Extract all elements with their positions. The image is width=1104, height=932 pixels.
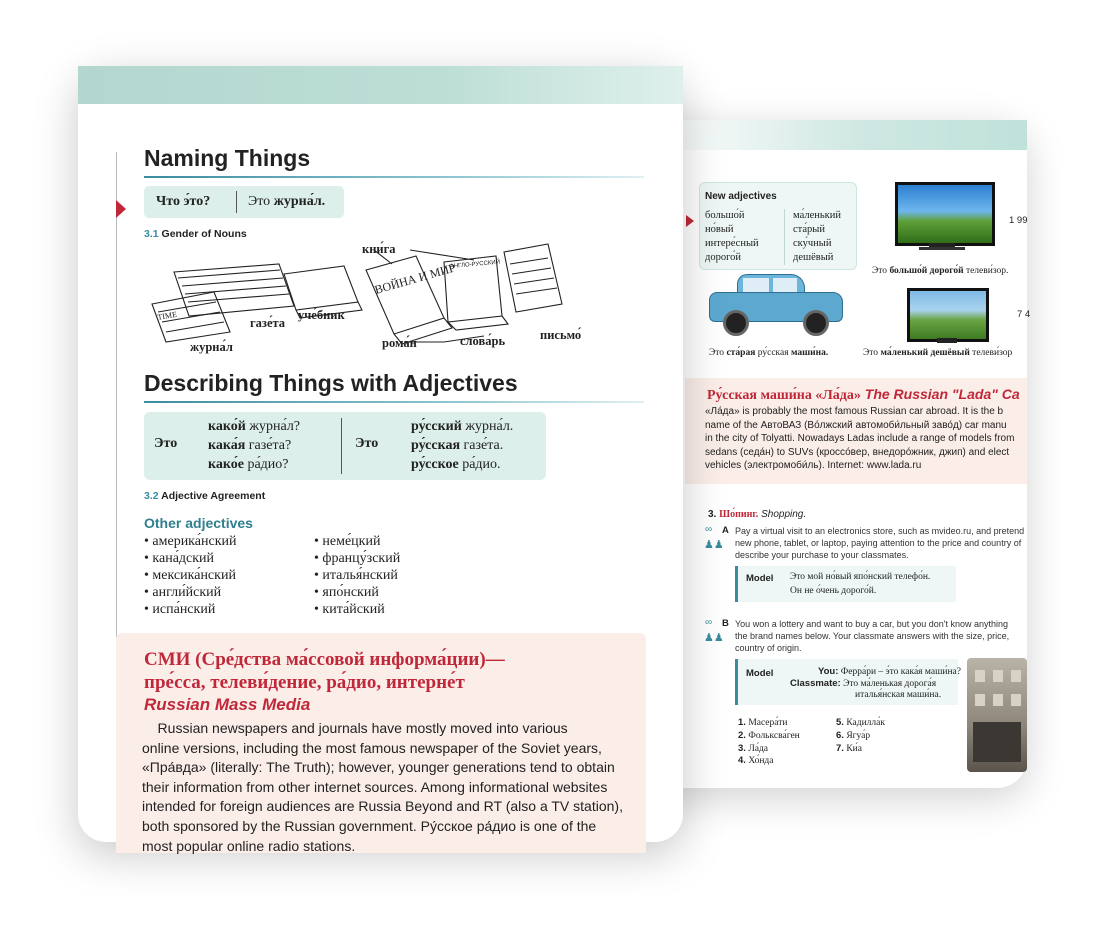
adjective: дешёвый <box>793 252 834 263</box>
answer-forms: ру́сский журна́л. ру́сская газе́та. ру́сское ра́дио. <box>411 419 514 472</box>
adjective: ску́чный <box>793 238 832 249</box>
model-box-a: Model Это мой но́вый япо́нский телефо́н. Он не о́чень дорого́й. <box>735 566 956 602</box>
question-text: Что э́то? <box>156 194 211 209</box>
caption-car: Это ста́рая ру́сская маши́на. <box>709 348 829 358</box>
new-adjectives-col2 <box>784 209 841 265</box>
label-roman: рома́н <box>382 336 417 350</box>
svg-text:TIME: TIME <box>156 309 178 322</box>
lada-car-image <box>707 270 843 340</box>
price-label: 7 4 <box>1017 309 1031 320</box>
list-item: • кита́йский <box>314 602 385 617</box>
brand-list-col2: 5. Кадилла́к 6. Ягуа́р 7. Ки́а <box>836 717 885 754</box>
section-title-describing: Describing Things with Adjectives <box>144 370 518 396</box>
caption-large-tv: Это большо́й дорого́й телеви́зор. <box>872 266 1009 276</box>
section-label-gender: 3.1 Gender of Nouns <box>144 228 247 240</box>
title-underline <box>144 176 644 178</box>
brand-list-col1: 1. Масера́ти 2. Фольксва́ген 3. Ла́да 4. Хо́нда <box>738 717 800 767</box>
other-adjectives-title: Other adjectives <box>144 515 253 531</box>
list-item: • мексика́нский <box>144 568 236 583</box>
exercise-letter-a: A <box>722 525 729 536</box>
list-item: • италья́нский <box>314 568 398 583</box>
label-pismo: письмо́ <box>540 328 582 342</box>
list-item: • испа́нский <box>144 602 216 617</box>
pair-work-icon: ∞ <box>705 617 713 628</box>
mass-media-text: Russian newspapers and journals have mostly moved into various online versions, including the most famous newspaper of the Soviet years, «Пра́вда» (literally: The Truth); however, younger generations tend to obtain their information from other internet sources. Among informational websites intended for foreign audiences are Russia Beyond and RT (also a TV station), both sponsored by the Russian government. Ру́сское ра́дио is one of the most popular online radio stations. <box>142 720 623 854</box>
lada-text: «Ла́да» is probably the most famous Russian car abroad. It is the b name of the АвтоВАЗ (Во́лжский автомоби́льный заво́д) car manu in the city of Tolyatti. Nowadays Ladas include a range of models from sedans (седа́н) to SUVs (кроссо́вер, внедоро́жник, джип) and elect vehicles (электромоби́ль). Internet: www.lada.ru <box>705 406 1015 472</box>
list-item: • кана́дский <box>144 551 215 566</box>
exercise-a-text: Pay a virtual visit to an electronics store, such as mvideo.ru, and pretend new phone, tablet, or laptop, paying attention to the price and country of describe your purchase to your classmates. <box>735 526 1025 560</box>
new-adjectives-title: New adjectives <box>705 191 777 202</box>
large-tv-image <box>891 182 993 254</box>
dealership-building-image <box>967 658 1027 772</box>
section-label-agreement: 3.2 Adjective Agreement <box>144 490 266 502</box>
small-tv-image <box>907 288 987 346</box>
people-icon: ♟♟ <box>704 539 724 551</box>
lada-title: Ру́сская маши́на «Ла́да» The Russian "Lada" Ca <box>707 386 1020 403</box>
section-title-naming: Naming Things <box>144 145 311 171</box>
adjective: интере́сный <box>705 238 759 249</box>
people-icon: ♟♟ <box>704 632 724 644</box>
mass-media-title-line2: пре́сса, телеви́дение, ра́дио, интерне́т <box>144 672 465 693</box>
back-page <box>655 120 1031 788</box>
question-forms: како́й журна́л? кака́я газе́та? како́е ра́дио? <box>208 419 301 472</box>
adjective: дорого́й <box>705 252 742 263</box>
lada-culture-box <box>685 378 1027 484</box>
answer-prefix: Это <box>248 194 271 209</box>
list-item: • неме́цкий <box>314 534 381 549</box>
adjective: ма́ленький <box>793 210 841 221</box>
eto-label: Это <box>355 436 379 451</box>
answer-bold: журна́л. <box>273 194 326 209</box>
nouns-illustration <box>144 234 594 354</box>
exercise-b-text: You won a lottery and want to buy a car, but you don't know anything the brand names below. Your classmate answers with the size, price, country of origin. <box>735 619 1010 653</box>
question-box <box>144 186 344 218</box>
front-page <box>78 66 683 854</box>
label-uchebnik: уче́бник <box>298 308 345 322</box>
list-item: • францу́зский <box>314 551 401 566</box>
model-box-b: Model You: Ферра́ри – э́то кака́я маши́на? Classmate: Это ма́ленькая дорога́я италья́нская маши́на. <box>735 659 958 705</box>
mass-media-culture-box <box>116 633 646 853</box>
eto-label: Это <box>154 436 178 451</box>
label-slovar: слова́рь <box>460 334 506 348</box>
price-label: 1 99 <box>1009 215 1028 226</box>
list-item: • япо́нский <box>314 585 379 600</box>
other-adjectives-col2 <box>314 533 400 618</box>
margin-rule <box>116 152 117 637</box>
pair-work-icon: ∞ <box>705 524 713 535</box>
adjective-question-table <box>144 412 546 480</box>
title-underline <box>144 401 644 403</box>
adjective: но́вый <box>705 224 734 235</box>
mass-media-subtitle: Russian Mass Media <box>144 695 311 714</box>
other-adjectives-col1 <box>144 533 236 618</box>
label-zhurnal: журна́л <box>190 340 233 354</box>
adjective: ста́рый <box>793 224 825 235</box>
exercise-letter-b: B <box>722 618 729 629</box>
bookmark-icon <box>116 200 126 218</box>
book-cover-text: ВОЙНА И МИР <box>372 260 457 297</box>
label-gazeta: газе́та <box>250 316 286 330</box>
front-page-header-band <box>78 66 683 104</box>
list-item: • англи́йский <box>144 585 222 600</box>
adjective: большо́й <box>705 210 745 221</box>
bookmark-icon <box>686 215 694 227</box>
caption-small-tv: Это ма́ленький дешёвый телеви́зор <box>863 348 1013 358</box>
list-item: • америка́нский <box>144 534 237 549</box>
mass-media-title-line1: СМИ (Сре́дства ма́ссовой информа́ции)— <box>144 649 505 670</box>
new-adjectives-col1 <box>705 209 759 265</box>
new-adjectives-box <box>699 182 857 270</box>
exercise-heading: 3. Шо́пинг. Shopping. <box>708 509 807 520</box>
dictionary-cover-text: АНГЛО-РУССКИЙ <box>449 259 501 270</box>
label-kniga: кни́га <box>362 242 396 256</box>
